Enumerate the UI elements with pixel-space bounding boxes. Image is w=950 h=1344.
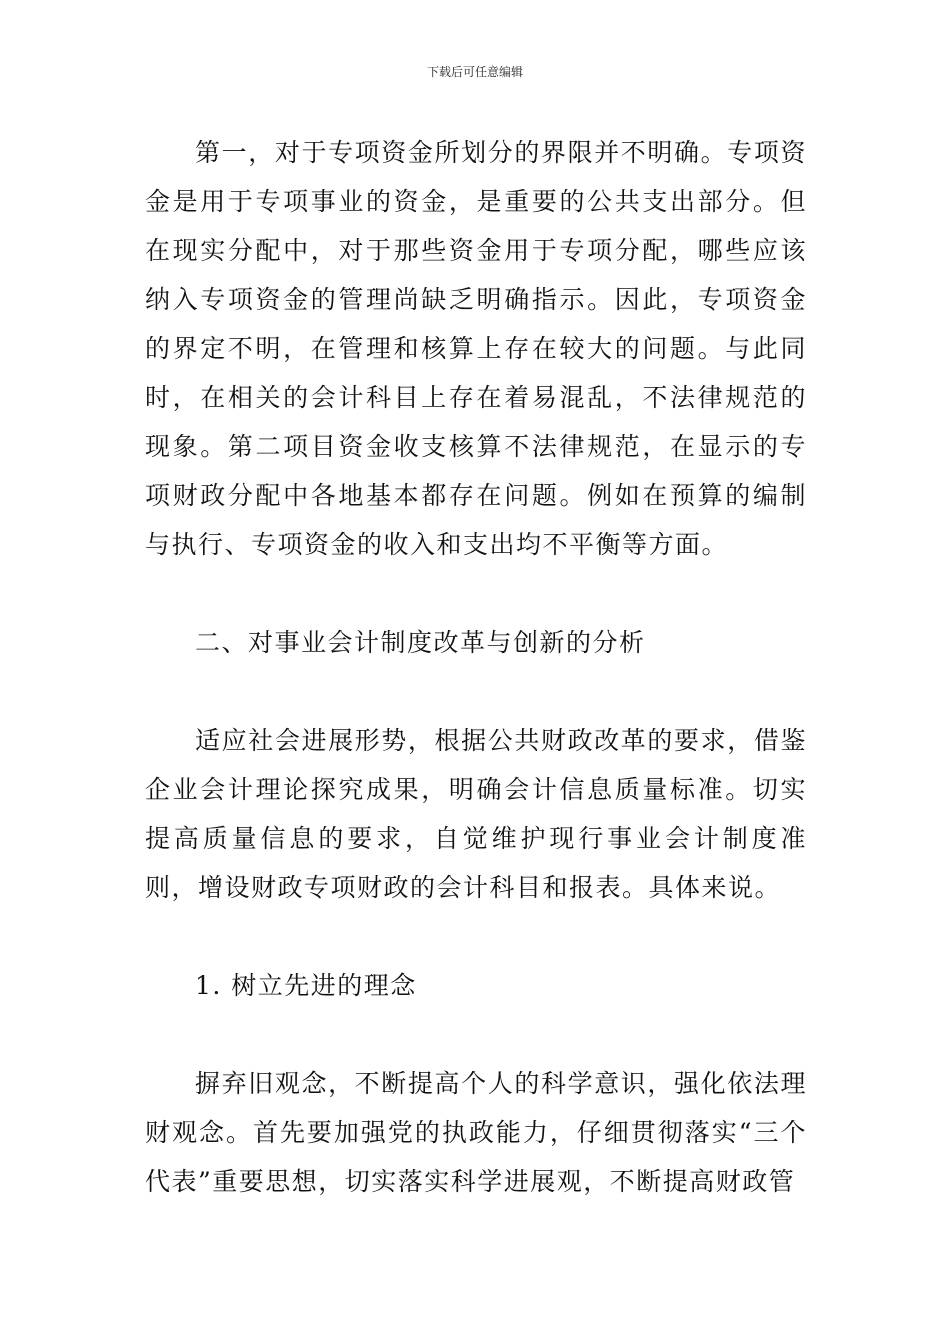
- paragraph-spacer: [145, 1010, 807, 1059]
- page-header-note: 下载后可任意编辑: [426, 65, 523, 79]
- paragraph-abandon-old-concepts: 摒弃旧观念，不断提高个人的科学意识，强化依法理财观念。首先要加强党的执政能力，仔细贯彻落实“三个代表”重要思想，切实落实科学进展观，不断提高财政管: [145, 1069, 807, 1196]
- section-heading-reform-analysis: 二、对事业会计制度改革与创新的分析: [195, 628, 646, 657]
- document-body: [145, 128, 807, 1206]
- paragraph-adapt-development: 适应社会进展形势，根据公共财政改革的要求，借鉴企业会计理论探究成果，明确会计信息质量标准。切实提高质量信息的要求，自觉维护现行事业会计制度准则，增设财政专项财政的会计科目和报表。具体来说。: [145, 726, 807, 902]
- paragraph-special-funds-issues: 第一，对于专项资金所划分的界限并不明确。专项资金是用于专项事业的资金，是重要的公共支出部分。但在现实分配中，对于那些资金用于专项分配，哪些应该纳入专项资金的管理尚缺乏明确指示。因此，专项资金的界定不明，在管理和核算上存在较大的问题。与此同时，在相关的会计科目上存在着易混乱，不法律规范的现象。第二项目资金收支核算不法律规范，在显示的专项财政分配中各地基本都存在问题。例如在预算的编制与执行、专项资金的收入和支出均不平衡等方面。: [145, 138, 807, 559]
- paragraph-spacer: [145, 912, 807, 961]
- subheading-advanced-concepts: 1. 树立先进的理念: [195, 971, 417, 1000]
- paragraph-spacer: [145, 667, 807, 716]
- paragraph-spacer: [145, 569, 807, 618]
